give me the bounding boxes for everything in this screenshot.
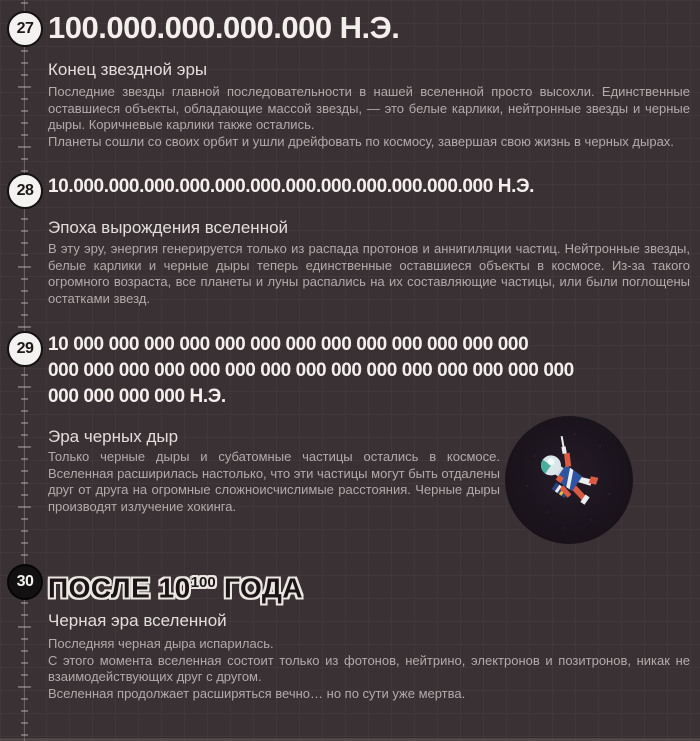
ruler-tick: [21, 422, 28, 424]
ruler-tick: [21, 650, 28, 652]
section-era-27: [0, 8, 700, 149]
ruler-tick: [21, 710, 28, 712]
ruler-tick: [21, 98, 28, 100]
ruler-tick: [21, 290, 28, 292]
ruler-tick: [18, 86, 31, 88]
ruler-tick: [21, 494, 28, 496]
era-title-prefix: ПОСЛЕ 10: [48, 572, 191, 604]
era-paragraph: Только черные дыры и субатомные частицы остались в космосе. Вселенная расширилась настолько, что эти частицы могут быть отдалены друг от друга на огромные сложноисчислимые расстояния. Черные дыры производят излучение хокинга.: [48, 449, 500, 514]
era-subtitle: Конец звездной эры: [48, 60, 208, 79]
ruler-tick: [21, 314, 28, 316]
era-subtitle: Черная эра вселенной: [48, 611, 227, 630]
ruler-tick: [21, 554, 28, 556]
ruler-tick: [18, 266, 31, 268]
era-number: 28: [16, 182, 34, 199]
era-body: [48, 449, 500, 515]
ruler-tick: [21, 74, 28, 76]
section-era-28: [0, 172, 700, 306]
ruler-tick: [21, 542, 28, 544]
era-subtitle: Эпоха вырождения вселенной: [48, 218, 289, 237]
era-paragraph: Последние звезды главной последовательности в нашей вселенной просто высохли. Единственные оставшиеся объекты, обладающие массой звезды, — это белые карлики, нейтронные звезды и черные дыры. Коричневые карлики также остались.: [48, 84, 690, 132]
section-era-29: [0, 330, 700, 514]
bottom-divider: [0, 737, 700, 741]
ruler-tick: [21, 242, 28, 244]
era-body: [48, 636, 690, 702]
ruler-tick: [21, 662, 28, 664]
ruler-tick: [21, 638, 28, 640]
ruler-tick: [21, 698, 28, 700]
ruler-tick: [18, 686, 31, 688]
ruler-tick: [21, 530, 28, 532]
era-number: 29: [16, 340, 34, 357]
era-title: 100.000.000.000.000 Н.Э.: [48, 10, 400, 45]
ruler-tick: [21, 302, 28, 304]
era-number-badge: [7, 564, 43, 600]
era-paragraph: Последняя черная дыра испарилась.: [48, 636, 274, 651]
ruler-tick: [18, 446, 31, 448]
ruler-tick: [21, 134, 28, 136]
era-number-badge: [7, 173, 43, 209]
era-subtitle: Эра черных дыр: [48, 427, 179, 446]
astronaut-illustration: [505, 416, 633, 544]
era-paragraph: Планеты сошли со своих орбит и ушли дрейфовать по космосу, завершая свою жизнь в черных дырах.: [48, 133, 674, 149]
ruler-tick: [21, 734, 28, 736]
era-title: 10.000.000.000.000.000.000.000.000.000.000.000.000 Н.Э.: [48, 176, 534, 197]
ruler-tick: [21, 230, 28, 232]
era-body: [48, 241, 690, 307]
astronaut-icon: [505, 416, 633, 544]
ruler-tick: [21, 674, 28, 676]
era-paragraph: Вселенная продолжает расширяться вечно… но по сути уже мертва.: [48, 685, 466, 701]
ruler-tick: [21, 62, 28, 64]
era-title-line: 000 000 000 000 000 000 000 000 000 000 000 000 000 000 000: [48, 360, 574, 381]
ruler-tick: [18, 326, 31, 328]
ruler-tick: [21, 482, 28, 484]
ruler-tick: [21, 218, 28, 220]
ruler-tick: [21, 254, 28, 256]
era-title-suffix: ГОДА: [215, 572, 304, 604]
era-number: 30: [16, 573, 34, 590]
era-number-badge: [7, 331, 43, 367]
era-number-badge: [7, 11, 43, 47]
era-title: [48, 562, 692, 605]
ruler-tick: [21, 50, 28, 52]
era-paragraph: В эту эру, энергия генерируется только из распада протонов и аннигиляции частиц. Нейтронные звезды, белые карлики и черные дыры теперь единственные оставшиеся объекты в космосе. Из-за такого огромного возраста, все планеты и луны распались на их составляющие частицы, или были поглощены остатками звезд.: [48, 241, 690, 306]
section-era-30: [0, 562, 700, 701]
era-number: 27: [16, 20, 34, 37]
ruler-tick: [21, 2, 28, 4]
era-title-exponent: 100: [190, 574, 216, 591]
ruler-tick: [21, 614, 28, 616]
era-body: [48, 84, 690, 150]
era-title-line: 000 000 000 000 Н.Э.: [48, 386, 226, 407]
ruler-tick: [18, 146, 31, 148]
ruler-tick: [18, 506, 31, 508]
ruler-tick: [18, 626, 31, 628]
ruler-tick: [21, 470, 28, 472]
ruler-tick: [21, 122, 28, 124]
ruler-tick: [21, 278, 28, 280]
ruler-tick: [21, 410, 28, 412]
ruler-tick: [21, 722, 28, 724]
ruler-tick: [21, 434, 28, 436]
ruler-tick: [21, 518, 28, 520]
era-paragraph: С этого момента вселенная состоит только из фотонов, нейтрино, электронов и позитронов, никак не взаимодействующих друг с другом.: [48, 652, 690, 684]
era-title-line: 10 000 000 000 000 000 000 000 000 000 000 000 000 000: [48, 334, 529, 355]
ruler-tick: [21, 110, 28, 112]
ruler-tick: [21, 458, 28, 460]
ruler-tick: [21, 158, 28, 160]
era-title: [48, 330, 692, 410]
